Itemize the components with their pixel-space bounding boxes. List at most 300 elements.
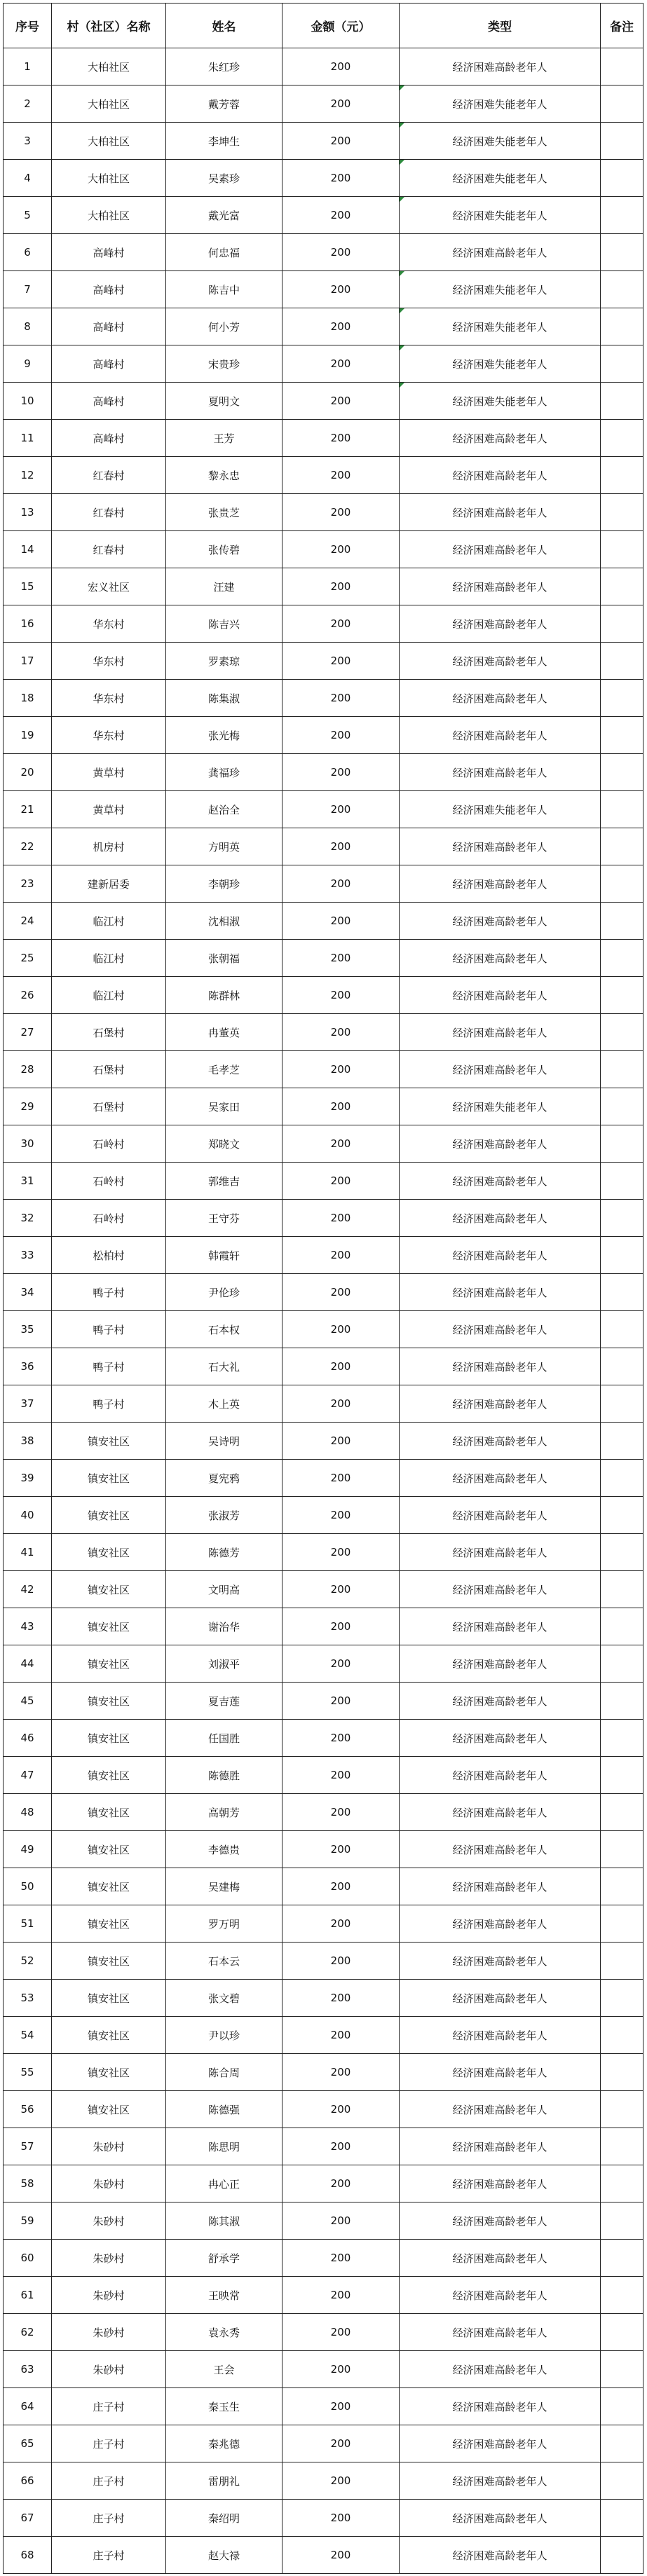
- table-row: [4, 1645, 643, 1683]
- cell-amount: 200: [282, 234, 400, 271]
- cell-amount: 200: [282, 2351, 400, 2388]
- table-row: [4, 1311, 643, 1348]
- cell-village: 高峰村: [52, 234, 166, 271]
- cell-name: 陈吉兴: [166, 605, 282, 643]
- cell-remark: [601, 2462, 643, 2500]
- cell-index: 19: [4, 717, 52, 754]
- cell-name: 夏明文: [166, 383, 282, 420]
- cell-amount: 200: [282, 531, 400, 568]
- table-row: [4, 2091, 643, 2128]
- cell-remark: [601, 1943, 643, 1980]
- cell-type: 经济困难高龄老年人: [400, 1794, 601, 1831]
- cell-index: 11: [4, 420, 52, 457]
- table-row: [4, 2054, 643, 2091]
- cell-type: 经济困难高龄老年人: [400, 680, 601, 717]
- table-row: [4, 2017, 643, 2054]
- cell-remark: [601, 1683, 643, 1720]
- table-body: [4, 48, 643, 2574]
- table-row: [4, 531, 643, 568]
- cell-remark: [601, 1720, 643, 1757]
- cell-village: 高峰村: [52, 271, 166, 308]
- cell-index: 53: [4, 1980, 52, 2017]
- table-row: [4, 1831, 643, 1868]
- cell-remark: [601, 865, 643, 903]
- table-row: [4, 2165, 643, 2202]
- cell-name: 赵大禄: [166, 2537, 282, 2574]
- cell-remark: [601, 1051, 643, 1088]
- cell-type: 经济困难高龄老年人: [400, 2500, 601, 2537]
- cell-index: 10: [4, 383, 52, 420]
- table-row: [4, 1423, 643, 1460]
- cell-remark: [601, 717, 643, 754]
- cell-remark: [601, 48, 643, 85]
- cell-index: 31: [4, 1163, 52, 1200]
- cell-remark: [601, 2277, 643, 2314]
- cell-amount: 200: [282, 1460, 400, 1497]
- cell-type: 经济困难高龄老年人: [400, 977, 601, 1014]
- table-row: [4, 568, 643, 605]
- cell-type: 经济困难高龄老年人: [400, 2091, 601, 2128]
- table-row: [4, 345, 643, 383]
- cell-amount: 200: [282, 123, 400, 160]
- cell-name: 陈德芳: [166, 1534, 282, 1571]
- table-row: [4, 1460, 643, 1497]
- cell-village: 石堡村: [52, 1014, 166, 1051]
- cell-village: 石岭村: [52, 1125, 166, 1163]
- cell-name: 张贵芝: [166, 494, 282, 531]
- cell-name: 夏吉莲: [166, 1683, 282, 1720]
- cell-village: 临江村: [52, 903, 166, 940]
- cell-index: 22: [4, 828, 52, 865]
- cell-amount: 200: [282, 1683, 400, 1720]
- cell-name: 石大礼: [166, 1348, 282, 1385]
- cell-type: 经济困难高龄老年人: [400, 1125, 601, 1163]
- cell-type: 经济困难高龄老年人: [400, 1497, 601, 1534]
- cell-amount: 200: [282, 2240, 400, 2277]
- table-row: [4, 1720, 643, 1757]
- cell-type: 经济困难高龄老年人: [400, 940, 601, 977]
- cell-village: 高峰村: [52, 420, 166, 457]
- cell-remark: [601, 85, 643, 123]
- cell-name: 尹伦珍: [166, 1274, 282, 1311]
- cell-amount: 200: [282, 1348, 400, 1385]
- cell-village: 庄子村: [52, 2537, 166, 2574]
- cell-name: 尹以珍: [166, 2017, 282, 2054]
- header-amount: 金额（元）: [282, 4, 400, 48]
- cell-village: 石岭村: [52, 1163, 166, 1200]
- cell-remark: [601, 457, 643, 494]
- cell-name: 陈思明: [166, 2128, 282, 2165]
- cell-amount: 200: [282, 1720, 400, 1757]
- cell-amount: 200: [282, 85, 400, 123]
- cell-village: 镇安社区: [52, 1868, 166, 1905]
- cell-name: 冉心正: [166, 2165, 282, 2202]
- cell-type: 经济困难失能老年人: [400, 197, 601, 234]
- cell-name: 李坤生: [166, 123, 282, 160]
- cell-index: 29: [4, 1088, 52, 1125]
- cell-index: 33: [4, 1237, 52, 1274]
- cell-name: 张传碧: [166, 531, 282, 568]
- cell-type: 经济困难高龄老年人: [400, 2240, 601, 2277]
- cell-type: 经济困难高龄老年人: [400, 1200, 601, 1237]
- cell-amount: 200: [282, 48, 400, 85]
- cell-index: 28: [4, 1051, 52, 1088]
- cell-amount: 200: [282, 308, 400, 345]
- cell-amount: 200: [282, 420, 400, 457]
- cell-name: 郭维吉: [166, 1163, 282, 1200]
- table-row: [4, 1237, 643, 1274]
- cell-type: 经济困难高龄老年人: [400, 2165, 601, 2202]
- cell-type: 经济困难失能老年人: [400, 85, 601, 123]
- cell-amount: 200: [282, 865, 400, 903]
- cell-index: 36: [4, 1348, 52, 1385]
- cell-village: 黄草村: [52, 791, 166, 828]
- cell-index: 9: [4, 345, 52, 383]
- cell-village: 宏义社区: [52, 568, 166, 605]
- cell-index: 40: [4, 1497, 52, 1534]
- table-row: [4, 123, 643, 160]
- cell-index: 12: [4, 457, 52, 494]
- cell-amount: 200: [282, 1311, 400, 1348]
- cell-remark: [601, 2165, 643, 2202]
- cell-type: 经济困难失能老年人: [400, 123, 601, 160]
- cell-name: 何小芳: [166, 308, 282, 345]
- table-row: [4, 2314, 643, 2351]
- cell-type: 经济困难高龄老年人: [400, 1943, 601, 1980]
- cell-amount: 200: [282, 2425, 400, 2462]
- cell-amount: 200: [282, 2091, 400, 2128]
- cell-amount: 200: [282, 1423, 400, 1460]
- cell-remark: [601, 123, 643, 160]
- cell-index: 58: [4, 2165, 52, 2202]
- header-remark: 备注: [601, 4, 643, 48]
- cell-name: 陈德强: [166, 2091, 282, 2128]
- cell-name: 王芳: [166, 420, 282, 457]
- cell-name: 王映常: [166, 2277, 282, 2314]
- cell-remark: [601, 1311, 643, 1348]
- cell-village: 镇安社区: [52, 1571, 166, 1608]
- cell-index: 67: [4, 2500, 52, 2537]
- cell-amount: 200: [282, 2128, 400, 2165]
- table-row: [4, 1125, 643, 1163]
- table-row: [4, 160, 643, 197]
- cell-index: 30: [4, 1125, 52, 1163]
- cell-amount: 200: [282, 1385, 400, 1423]
- cell-index: 45: [4, 1683, 52, 1720]
- cell-remark: [601, 1385, 643, 1423]
- cell-type: 经济困难高龄老年人: [400, 903, 601, 940]
- cell-amount: 200: [282, 345, 400, 383]
- cell-amount: 200: [282, 2202, 400, 2240]
- cell-remark: [601, 2017, 643, 2054]
- cell-index: 23: [4, 865, 52, 903]
- table-row: [4, 2351, 643, 2388]
- cell-remark: [601, 494, 643, 531]
- table-row: [4, 494, 643, 531]
- cell-amount: 200: [282, 1274, 400, 1311]
- cell-index: 57: [4, 2128, 52, 2165]
- cell-village: 朱砂村: [52, 2240, 166, 2277]
- table-row: [4, 903, 643, 940]
- cell-name: 陈其淑: [166, 2202, 282, 2240]
- cell-type: 经济困难高龄老年人: [400, 1163, 601, 1200]
- cell-index: 21: [4, 791, 52, 828]
- cell-amount: 200: [282, 160, 400, 197]
- table-row: [4, 48, 643, 85]
- cell-amount: 200: [282, 2054, 400, 2091]
- cell-remark: [601, 2054, 643, 2091]
- cell-type: 经济困难高龄老年人: [400, 717, 601, 754]
- cell-village: 朱砂村: [52, 2128, 166, 2165]
- cell-type: 经济困难高龄老年人: [400, 1980, 601, 2017]
- cell-type: 经济困难失能老年人: [400, 383, 601, 420]
- cell-index: 49: [4, 1831, 52, 1868]
- cell-remark: [601, 1014, 643, 1051]
- cell-village: 镇安社区: [52, 1423, 166, 1460]
- cell-remark: [601, 643, 643, 680]
- cell-remark: [601, 308, 643, 345]
- cell-remark: [601, 940, 643, 977]
- cell-type: 经济困难失能老年人: [400, 160, 601, 197]
- cell-village: 鸭子村: [52, 1274, 166, 1311]
- cell-type: 经济困难高龄老年人: [400, 1608, 601, 1645]
- cell-name: 秦兆德: [166, 2425, 282, 2462]
- cell-village: 大柏社区: [52, 85, 166, 123]
- cell-amount: 200: [282, 1794, 400, 1831]
- cell-type: 经济困难高龄老年人: [400, 420, 601, 457]
- cell-village: 松柏村: [52, 1237, 166, 1274]
- table-row: [4, 1757, 643, 1794]
- cell-index: 68: [4, 2537, 52, 2574]
- cell-village: 机房村: [52, 828, 166, 865]
- cell-remark: [601, 1348, 643, 1385]
- cell-index: 47: [4, 1757, 52, 1794]
- cell-remark: [601, 271, 643, 308]
- cell-index: 1: [4, 48, 52, 85]
- cell-name: 张淑芳: [166, 1497, 282, 1534]
- cell-amount: 200: [282, 1051, 400, 1088]
- cell-remark: [601, 1608, 643, 1645]
- cell-type: 经济困难高龄老年人: [400, 865, 601, 903]
- cell-type: 经济困难高龄老年人: [400, 457, 601, 494]
- cell-name: 秦绍明: [166, 2500, 282, 2537]
- cell-name: 吴诗明: [166, 1423, 282, 1460]
- table-row: [4, 605, 643, 643]
- cell-index: 35: [4, 1311, 52, 1348]
- cell-type: 经济困难高龄老年人: [400, 1014, 601, 1051]
- table-row: [4, 1794, 643, 1831]
- cell-index: 8: [4, 308, 52, 345]
- cell-remark: [601, 1497, 643, 1534]
- cell-amount: 200: [282, 717, 400, 754]
- cell-amount: 200: [282, 271, 400, 308]
- cell-village: 镇安社区: [52, 1645, 166, 1683]
- cell-index: 6: [4, 234, 52, 271]
- cell-village: 鸭子村: [52, 1311, 166, 1348]
- cell-index: 51: [4, 1905, 52, 1943]
- table-row: [4, 1051, 643, 1088]
- cell-name: 李朝珍: [166, 865, 282, 903]
- cell-type: 经济困难高龄老年人: [400, 2202, 601, 2240]
- cell-amount: 200: [282, 197, 400, 234]
- cell-village: 大柏社区: [52, 197, 166, 234]
- cell-remark: [601, 1237, 643, 1274]
- cell-amount: 200: [282, 2165, 400, 2202]
- cell-village: 鸭子村: [52, 1385, 166, 1423]
- table-row: [4, 2462, 643, 2500]
- cell-village: 镇安社区: [52, 1794, 166, 1831]
- cell-amount: 200: [282, 1571, 400, 1608]
- cell-type: 经济困难高龄老年人: [400, 531, 601, 568]
- cell-village: 镇安社区: [52, 2091, 166, 2128]
- header-index: 序号: [4, 4, 52, 48]
- cell-village: 镇安社区: [52, 1497, 166, 1534]
- cell-remark: [601, 1423, 643, 1460]
- cell-index: 63: [4, 2351, 52, 2388]
- cell-village: 华东村: [52, 643, 166, 680]
- cell-type: 经济困难高龄老年人: [400, 605, 601, 643]
- subsidy-table: [3, 3, 643, 2574]
- cell-village: 镇安社区: [52, 1608, 166, 1645]
- table-row: [4, 1014, 643, 1051]
- cell-name: 郑晓文: [166, 1125, 282, 1163]
- cell-type: 经济困难高龄老年人: [400, 234, 601, 271]
- cell-index: 65: [4, 2425, 52, 2462]
- cell-remark: [601, 345, 643, 383]
- cell-type: 经济困难失能老年人: [400, 308, 601, 345]
- cell-index: 62: [4, 2314, 52, 2351]
- cell-name: 文明高: [166, 1571, 282, 1608]
- cell-type: 经济困难高龄老年人: [400, 568, 601, 605]
- cell-amount: 200: [282, 1868, 400, 1905]
- cell-name: 任国胜: [166, 1720, 282, 1757]
- table-row: [4, 717, 643, 754]
- cell-type: 经济困难失能老年人: [400, 271, 601, 308]
- cell-village: 镇安社区: [52, 1831, 166, 1868]
- table-row: [4, 1274, 643, 1311]
- cell-index: 64: [4, 2388, 52, 2425]
- cell-name: 张光梅: [166, 717, 282, 754]
- table-row: [4, 2388, 643, 2425]
- table-row: [4, 977, 643, 1014]
- cell-index: 61: [4, 2277, 52, 2314]
- table-row: [4, 2202, 643, 2240]
- cell-remark: [601, 1868, 643, 1905]
- cell-amount: 200: [282, 605, 400, 643]
- cell-name: 陈吉中: [166, 271, 282, 308]
- cell-name: 陈群林: [166, 977, 282, 1014]
- cell-name: 石本云: [166, 1943, 282, 1980]
- table-row: [4, 754, 643, 791]
- cell-type: 经济困难高龄老年人: [400, 2425, 601, 2462]
- header-type: 类型: [400, 4, 601, 48]
- cell-name: 雷朋礼: [166, 2462, 282, 2500]
- cell-name: 朱红珍: [166, 48, 282, 85]
- cell-name: 戴芳蓉: [166, 85, 282, 123]
- cell-amount: 200: [282, 680, 400, 717]
- cell-remark: [601, 1163, 643, 1200]
- cell-index: 3: [4, 123, 52, 160]
- cell-index: 59: [4, 2202, 52, 2240]
- table-row: [4, 1200, 643, 1237]
- table-row: [4, 680, 643, 717]
- cell-amount: 200: [282, 828, 400, 865]
- cell-amount: 200: [282, 2314, 400, 2351]
- cell-amount: 200: [282, 643, 400, 680]
- cell-index: 37: [4, 1385, 52, 1423]
- cell-village: 红春村: [52, 457, 166, 494]
- cell-index: 32: [4, 1200, 52, 1237]
- cell-amount: 200: [282, 791, 400, 828]
- table-row: [4, 1385, 643, 1423]
- cell-amount: 200: [282, 977, 400, 1014]
- cell-village: 庄子村: [52, 2462, 166, 2500]
- cell-village: 镇安社区: [52, 1720, 166, 1757]
- cell-index: 39: [4, 1460, 52, 1497]
- cell-village: 华东村: [52, 680, 166, 717]
- table-row: [4, 1088, 643, 1125]
- cell-index: 4: [4, 160, 52, 197]
- cell-index: 13: [4, 494, 52, 531]
- cell-village: 临江村: [52, 940, 166, 977]
- cell-index: 55: [4, 2054, 52, 2091]
- cell-name: 王会: [166, 2351, 282, 2388]
- cell-amount: 200: [282, 1943, 400, 1980]
- cell-amount: 200: [282, 1831, 400, 1868]
- table-row: [4, 1571, 643, 1608]
- cell-name: 石本权: [166, 1311, 282, 1348]
- cell-index: 27: [4, 1014, 52, 1051]
- cell-amount: 200: [282, 754, 400, 791]
- cell-amount: 200: [282, 2537, 400, 2574]
- cell-amount: 200: [282, 1905, 400, 1943]
- table-row: [4, 828, 643, 865]
- cell-type: 经济困难高龄老年人: [400, 1534, 601, 1571]
- cell-village: 高峰村: [52, 383, 166, 420]
- cell-index: 16: [4, 605, 52, 643]
- cell-index: 48: [4, 1794, 52, 1831]
- cell-amount: 200: [282, 2277, 400, 2314]
- cell-name: 黎永忠: [166, 457, 282, 494]
- table-row: [4, 1163, 643, 1200]
- table-row: [4, 457, 643, 494]
- cell-type: 经济困难高龄老年人: [400, 1831, 601, 1868]
- cell-remark: [601, 1125, 643, 1163]
- cell-index: 60: [4, 2240, 52, 2277]
- cell-name: 李德贵: [166, 1831, 282, 1868]
- cell-village: 黄草村: [52, 754, 166, 791]
- table-row: [4, 2537, 643, 2574]
- table-row: [4, 1980, 643, 2017]
- cell-index: 5: [4, 197, 52, 234]
- table-row: [4, 2128, 643, 2165]
- cell-type: 经济困难高龄老年人: [400, 754, 601, 791]
- cell-index: 2: [4, 85, 52, 123]
- cell-village: 红春村: [52, 531, 166, 568]
- cell-index: 25: [4, 940, 52, 977]
- table-row: [4, 2277, 643, 2314]
- table-row: [4, 643, 643, 680]
- cell-type: 经济困难高龄老年人: [400, 1460, 601, 1497]
- cell-remark: [601, 1534, 643, 1571]
- cell-amount: 200: [282, 1645, 400, 1683]
- cell-remark: [601, 2314, 643, 2351]
- cell-remark: [601, 420, 643, 457]
- cell-name: 宋贵珍: [166, 345, 282, 383]
- cell-remark: [601, 160, 643, 197]
- cell-index: 20: [4, 754, 52, 791]
- cell-remark: [601, 1460, 643, 1497]
